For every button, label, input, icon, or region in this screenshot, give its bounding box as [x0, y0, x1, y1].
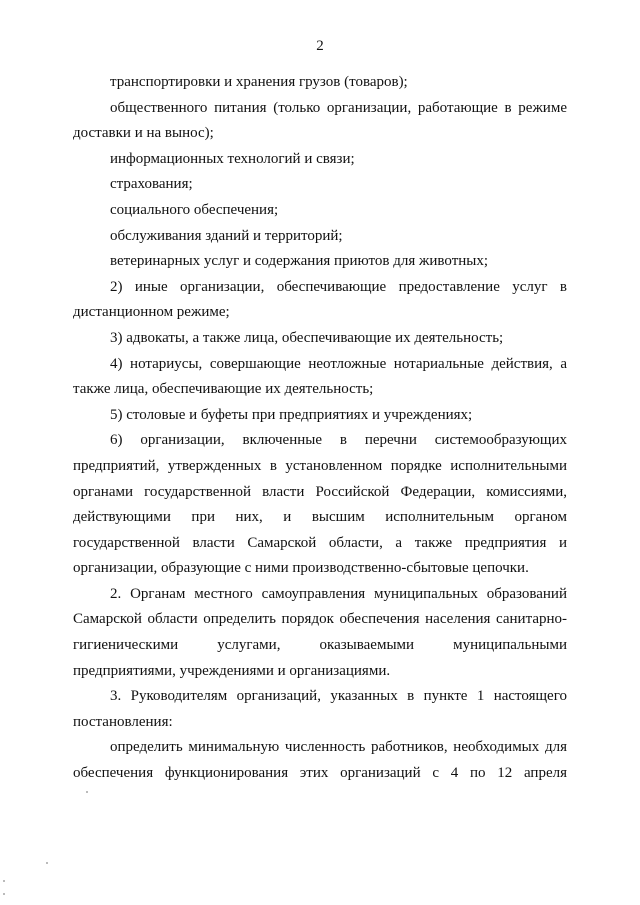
paragraph-social-security: социального обеспечения; [110, 201, 279, 218]
paragraph-catering: общественного питания (только организации, работающие в режиме доставки и на вынос); [73, 99, 567, 142]
paragraph-insurance: страхования; [110, 176, 193, 193]
paragraph-item-6: 6) организации, включенные в перечни системообразующих предприятий, утвержденных в установленном порядке исполнительными органами государственной власти Российской Федерации, комиссиями, действующими при них, и высшим исполнительным органом государственной власти Самарской области, а также предприятия и организации, образующие с ними производственно-сбытовые цепочки. [73, 432, 567, 577]
paragraph-section-2: 2. Органам местного самоуправления муниципальных образований Самарской области определить порядок обеспечения населения санитарно-гигиеническими услугами, оказываемыми муниципальными предприятиями, учреждениями и организациями. [73, 585, 567, 679]
scan-artifact-dot [86, 791, 88, 793]
paragraph-cargo: транспортировки и хранения грузов (товаров); [110, 74, 408, 90]
page-number: 2 [316, 38, 324, 54]
scan-artifact-dot [3, 893, 5, 895]
paragraph-veterinary: ветеринарных услуг и содержания приютов для животных; [110, 253, 489, 270]
paragraph-item-2: 2) иные организации, обеспечивающие предоставление услуг в дистанционном режиме; [73, 278, 567, 321]
scan-artifact-dot [3, 880, 5, 882]
document-body [73, 70, 567, 787]
paragraph-section-3: 3. Руководителям организаций, указанных в пункте 1 настоящего постановления: [73, 688, 567, 730]
paragraph-item-3: 3) адвокаты, а также лица, обеспечивающие их деятельность; [110, 329, 504, 346]
scan-artifact-dot [46, 862, 48, 864]
paragraph-item-5: 5) столовые и буфеты при предприятиях и учреждениях; [110, 406, 473, 423]
paragraph-item-4: 4) нотариусы, совершающие неотложные нотариальные действия, а также лица, обеспечивающие их деятельность; [73, 355, 567, 398]
paragraph-it: информационных технологий и связи; [110, 150, 355, 167]
paragraph-section-3-detail: определить минимальную численность работников, необходимых для обеспечения функционирования этих организаций с 4 по 12 апреля [73, 739, 567, 782]
paragraph-building-maintenance: обслуживания зданий и территорий; [110, 227, 343, 244]
